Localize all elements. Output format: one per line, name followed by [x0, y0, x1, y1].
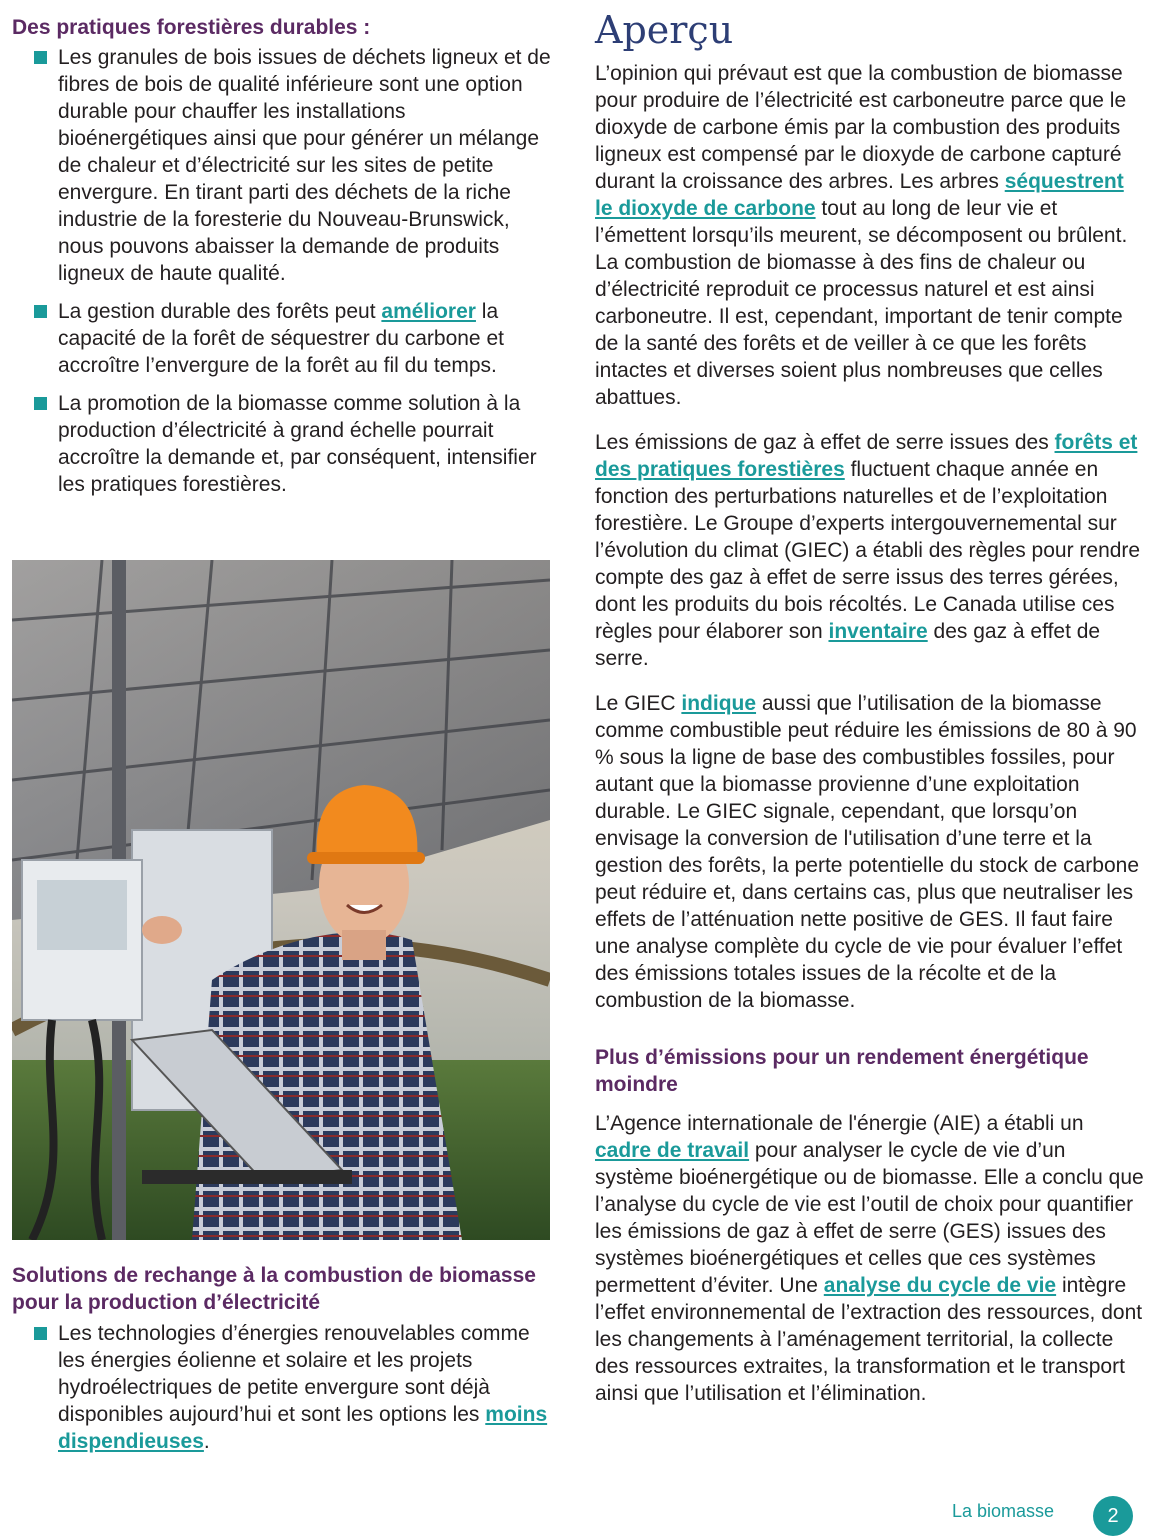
list-item: La promotion de la biomasse comme solution à la production d’électricité à grand échelle pourrait accroître la demande et, par conséquent, intensifier les pratiques forestières.: [12, 390, 554, 498]
link-moins-dispendieuses[interactable]: moins dispendieuses: [58, 1403, 548, 1453]
link-inventaire[interactable]: inventaire: [828, 620, 928, 643]
bullet-list-alternatives: [12, 1320, 554, 1455]
bullet-square-icon: [34, 305, 47, 318]
list-item: Les technologies d’énergies renouvelables comme les énergies éolienne et solaire et les projets hydroélectriques de petite envergure sont déjà disponibles aujourd’hui et sont les options les moins dispendieuses.: [12, 1320, 554, 1455]
list-item: La gestion durable des forêts peut améliorer la capacité de la forêt de séquestrer du carbone et accroître l’envergure de la forêt au fil du temps.: [12, 298, 554, 379]
paragraph-ghg-forests: Les émissions de gaz à effet de serre issues des forêts et des pratiques forestières fluctuent chaque année en fonction des perturbations naturelles et de l’exploitation forestière. Le Groupe d’experts intergouvernemental sur l’évolution du climat (GIEC) a établi des règles pour rendre compte des gaz à effet de serre issus des terres gérées, dont les produits du bois récoltés. Le Canada utilise ces règles pour élaborer son inventaire des gaz à effet de serre.: [595, 431, 1141, 670]
page-title: Aperçu: [595, 8, 734, 52]
bullet-square-icon: [34, 1327, 47, 1340]
page-number-badge: 2: [1093, 1496, 1133, 1536]
alternatives-section: [12, 1262, 554, 1466]
section-heading-emissions: Plus d’émissions pour un rendement énergétique moindre: [595, 1046, 1089, 1096]
footer-label: La biomasse: [952, 1501, 1055, 1521]
link-forets-pratiques[interactable]: forêts et des pratiques forestières: [595, 431, 1138, 481]
photo-worker-solar-panels: [12, 560, 550, 1240]
left-column: [12, 14, 554, 509]
link-cadre-de-travail[interactable]: cadre de travail: [595, 1139, 750, 1162]
link-indique[interactable]: indique: [681, 692, 757, 715]
paragraph-aie: L’Agence internationale de l'énergie (AIE) a établi un cadre de travail pour analyser le cycle de vie d’un système bioénergétique ou de biomasse. Elle a conclu que l’analyse du cycle de vie est l’outil de choix pour quantifier les émissions de gaz à effet de serre (GES) issues des systèmes bioénergétiques et celles que ces systèmes permettent d’éviter. Une analyse du cycle de vie intègre l’effet environnemental de l’extraction des ressources, dont les changements à l’aménagement territorial, la collecte des ressources extraites, la transformation et le transport ainsi que l’utilisation et l’élimination.: [595, 1112, 1144, 1405]
paragraph-overview: L’opinion qui prévaut est que la combustion de biomasse pour produire de l’électricité est carboneutre parce que le dioxyde de carbone émis par la combustion des produits ligneux est compensé par le dioxyde de carbone capturé durant la croissance des arbres. Les arbres séquestrent le dioxyde de carbone tout au long de leur vie et l’émettent lorsqu’ils meurent, se décomposent ou brûlent. La combustion de biomasse à des fins de chaleur ou d’électricité reproduit ce processus naturel et est ainsi carboneutre. Il est, cependant, important de tenir compte de la santé des forêts et de veiller à ce que les forêts intactes et diverses soient plus nombreuses que celles abattues.: [595, 62, 1128, 409]
link-ameliorer[interactable]: améliorer: [381, 300, 476, 323]
bullet-square-icon: [34, 397, 47, 410]
right-column: [595, 8, 1145, 1425]
bullet-square-icon: [34, 51, 47, 64]
list-item: Les granules de bois issues de déchets ligneux et de fibres de bois de qualité inférieure sont une option durable pour chauffer les installations bioénergétiques ainsi que pour générer un mélange de chaleur et d’électricité sur les sites de petite envergure. En tirant parti des déchets de la riche industrie de la foresterie du Nouveau-Brunswick, nous pouvons abaisser la demande de produits ligneux de haute qualité.: [12, 44, 554, 287]
section-heading-alternatives: Solutions de rechange à la combustion de biomasse pour la production d’électricité: [12, 1264, 536, 1314]
link-analyse-cycle-de-vie[interactable]: analyse du cycle de vie: [823, 1274, 1057, 1297]
bullet-list: [12, 44, 554, 498]
photo-illustration: [12, 560, 550, 1240]
link-sequestrent[interactable]: séquestrent le dioxyde de carbone: [595, 170, 1124, 220]
section-heading-sustainable-practices: Des pratiques forestières durables :: [12, 16, 371, 39]
paragraph-giec: Le GIEC indique aussi que l’utilisation de la biomasse comme combustible peut réduire les émissions de 80 à 90 % sous la ligne de base des combustibles fossiles, pour autant que la biomasse provienne d’une exploitation durable. Le GIEC signale, cependant, que lorsqu’on envisage la conversion de l'utilisation d’une terre et la gestion des forêts, la perte potentielle du stock de carbone peut réduire et, dans certains cas, plus que neutraliser les effets de l’atténuation nette positive de GES. Il faut faire une analyse complète du cycle de vie pour évaluer l’effet des émissions totales issues de la récolte et de la combustion de la biomasse.: [595, 692, 1140, 1012]
